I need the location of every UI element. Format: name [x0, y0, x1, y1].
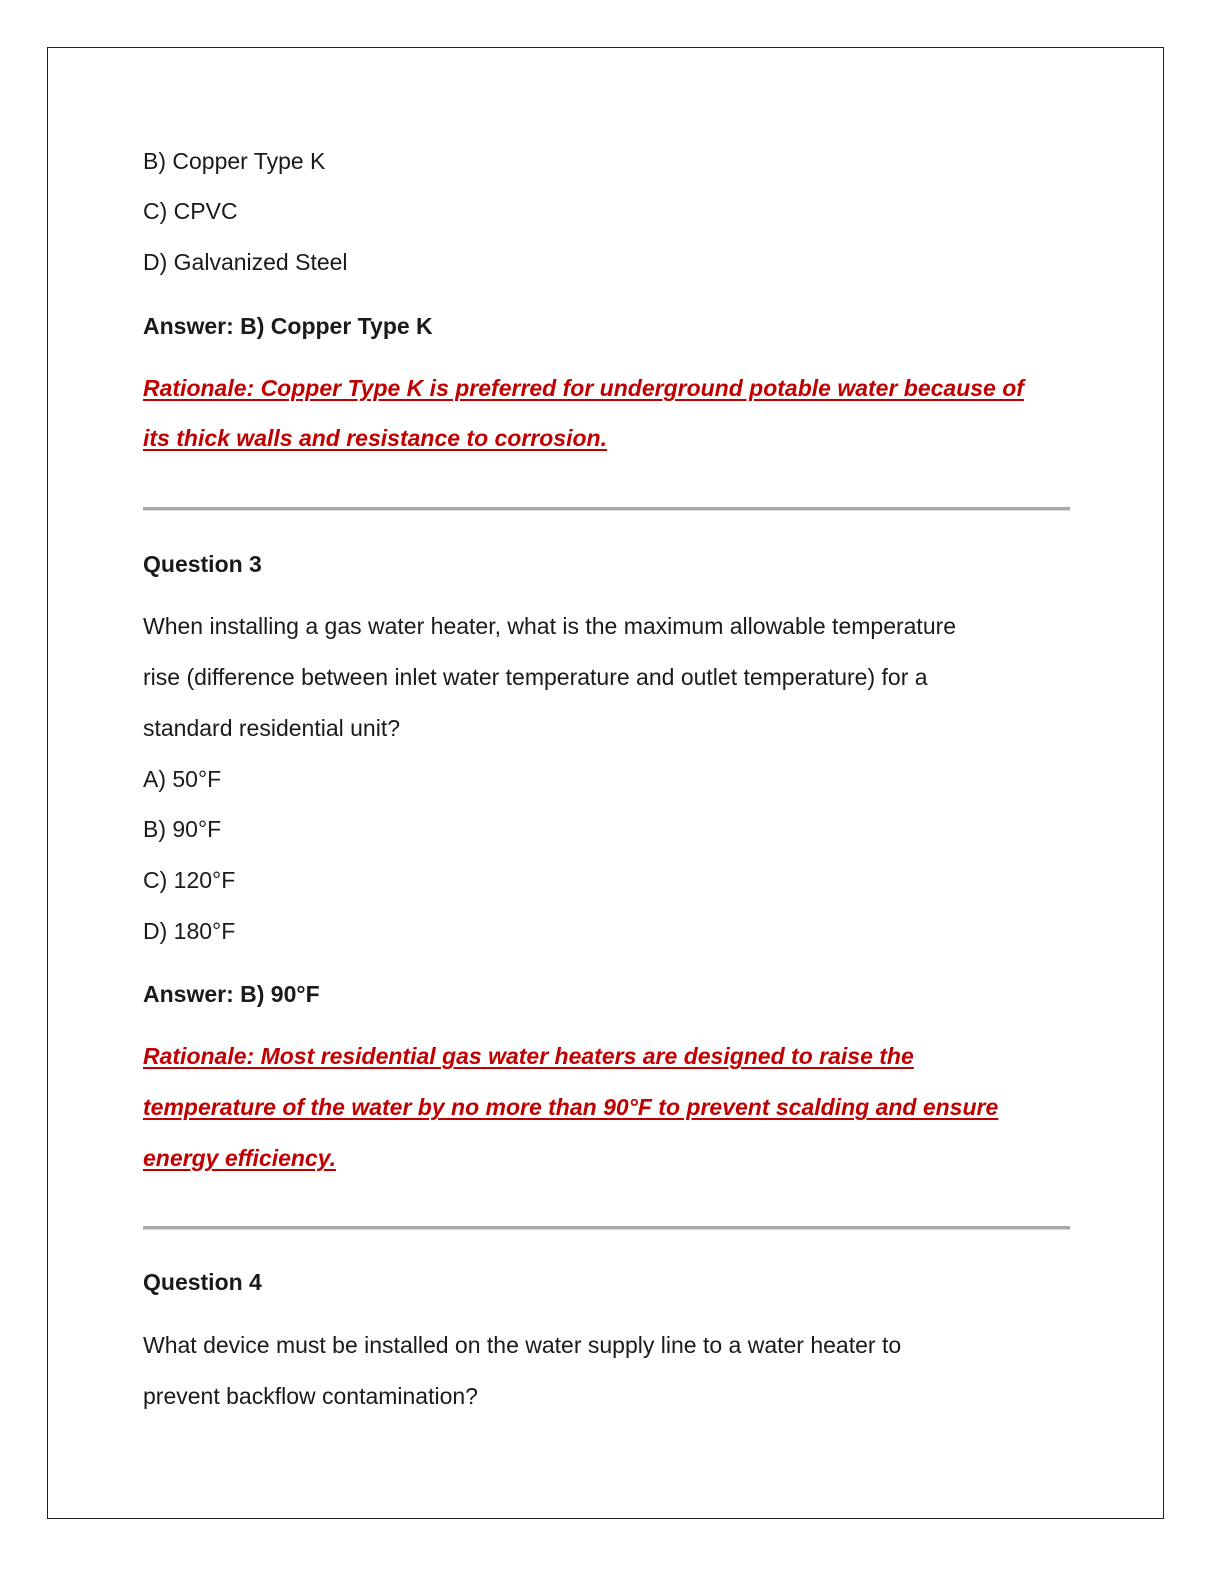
q3-option-d: D) 180°F — [143, 918, 236, 944]
q2-option-c: C) CPVC — [143, 198, 238, 224]
q3-option-c: C) 120°F — [143, 867, 236, 893]
q3-text-line1: When installing a gas water heater, what is the maximum allowable temperature — [143, 613, 957, 639]
q3-rationale-line2: temperature of the water by no more than 90°F to prevent scalding and ensure — [143, 1094, 999, 1120]
q3-rationale-line3: energy efficiency. — [143, 1145, 337, 1171]
q2-rationale-line2: its thick walls and resistance to corrosion. — [143, 425, 607, 451]
q3-option-a: A) 50°F — [143, 766, 222, 792]
q2-answer: Answer: B) Copper Type K — [143, 313, 433, 339]
section-divider — [143, 507, 1070, 511]
section-divider — [143, 1226, 1070, 1230]
q2-option-b: B) Copper Type K — [143, 148, 326, 174]
q2-option-d: D) Galvanized Steel — [143, 249, 348, 275]
q3-answer: Answer: B) 90°F — [143, 981, 320, 1007]
q3-text-line3: standard residential unit? — [143, 715, 400, 741]
q2-rationale-line1: Rationale: Copper Type K is preferred for underground potable water because of — [143, 375, 1024, 401]
q3-rationale-line1: Rationale: Most residential gas water heaters are designed to raise the — [143, 1043, 914, 1069]
q4-text-line2: prevent backflow contamination? — [143, 1383, 478, 1409]
q3-heading: Question 3 — [143, 551, 262, 577]
q3-option-b: B) 90°F — [143, 816, 222, 842]
q4-text-line1: What device must be installed on the water supply line to a water heater to — [143, 1332, 902, 1358]
q4-heading: Question 4 — [143, 1269, 262, 1295]
q3-text-line2: rise (difference between inlet water temperature and outlet temperature) for a — [143, 664, 928, 690]
